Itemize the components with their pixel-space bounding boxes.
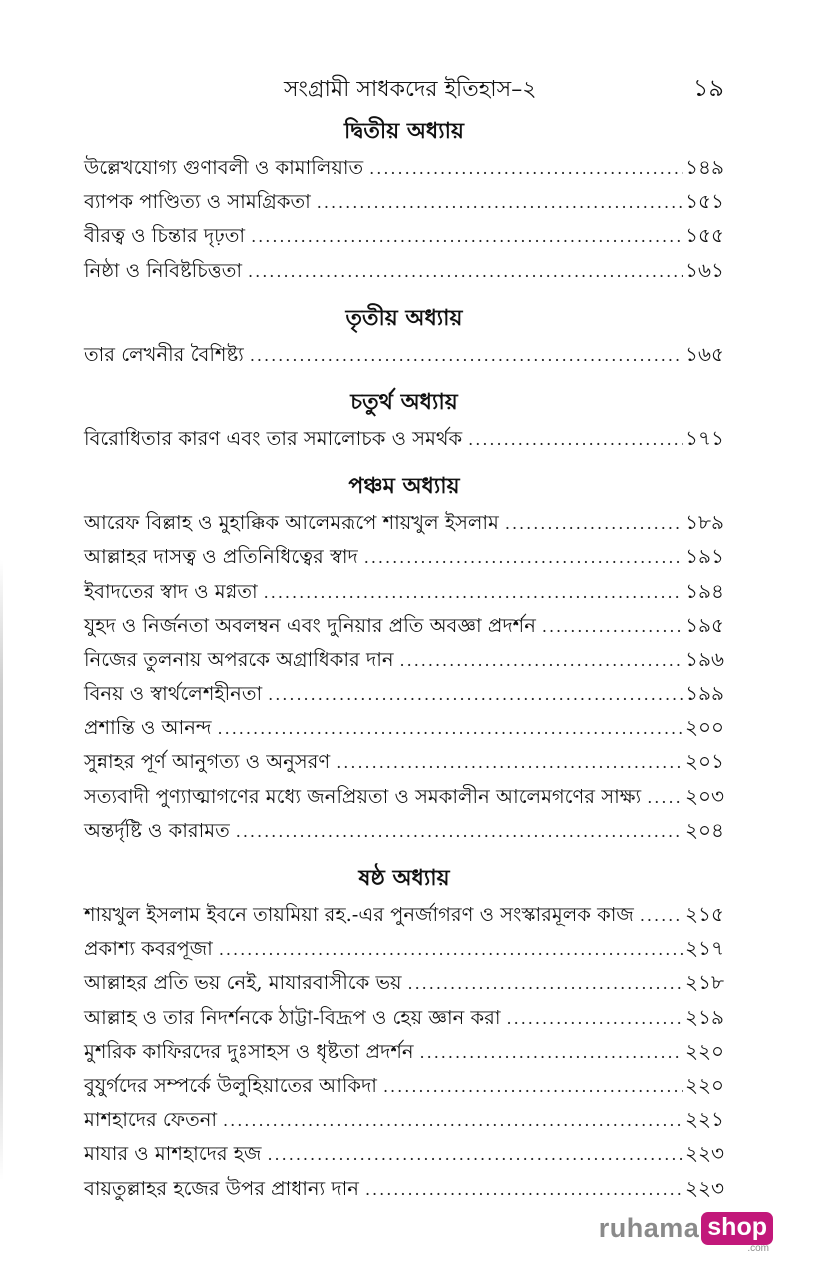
toc-entry-page-number: ১৮৯ (685, 510, 724, 535)
toc-entry[interactable] (84, 676, 724, 710)
toc-entry-page-number: ২১৮ (685, 970, 724, 995)
dot-leader (219, 933, 683, 967)
toc-entry[interactable] (84, 744, 724, 778)
toc-entry-page-number: ২২৩ (684, 1141, 724, 1166)
toc-entry[interactable] (84, 813, 724, 847)
chapter-heading: ষষ্ঠ অধ্যায় (358, 865, 450, 891)
toc-entry-page-number: ২১৭ (685, 936, 724, 961)
dot-leader (251, 220, 683, 254)
page-edge-shadow (0, 560, 3, 1180)
dot-leader (264, 576, 683, 610)
toc-entry-title: সত্যবাদী পুণ্যাত্মাগণের মধ্যে জনপ্রিয়তা ও সমকালীন আলেমগণের সাক্ষ্য (84, 784, 642, 808)
toc-entry-page-number: ২১৯ (685, 1004, 724, 1029)
toc-entry[interactable] (84, 1136, 724, 1170)
watermark-badge: shop (701, 1212, 773, 1245)
toc-entry-page-number: ২২১ (685, 1107, 724, 1132)
page-number: ১৯ (692, 74, 724, 102)
dot-leader (369, 152, 683, 186)
toc-entry-page-number: ২২০ (684, 1072, 724, 1097)
chapter-heading: চতুর্থ অধ্যায় (350, 388, 458, 415)
dot-leader (236, 815, 683, 849)
dot-leader (505, 507, 683, 541)
toc-entry-title: নিজের তুলনায় অপরকে অগ্রাধিকার দান (84, 647, 394, 671)
toc-entry-page-number: ১৫১ (685, 189, 724, 214)
toc-entry[interactable] (84, 931, 724, 965)
toc-entry[interactable] (84, 965, 724, 999)
ruhamashop-watermark (598, 1210, 773, 1254)
toc-entry-title: উল্লেখযোগ্য গুণাবলী ও কামালিয়াত (84, 156, 364, 179)
toc-entry-page-number: ১৬১ (685, 257, 724, 282)
toc-entry[interactable] (84, 574, 724, 608)
toc-entry-page-number: ২০০ (684, 715, 724, 740)
dot-leader (400, 644, 684, 678)
toc-entry-title: ইবাদতের স্বাদ ও মগ্নতা (84, 579, 258, 603)
toc-entry-title: যুহদ ও নির্জনতা অবলম্বন এবং দুনিয়ার প্রতি অবজ্ঞা প্রদর্শন (84, 613, 536, 637)
chapter-heading: দ্বিতীয় অধ্যায় (344, 118, 464, 144)
toc-entry-title: প্রশান্তি ও আনন্দ (84, 716, 212, 740)
toc-entry[interactable] (84, 1102, 724, 1136)
dot-leader (268, 678, 683, 712)
toc-entry-page-number: ১৬৫ (685, 341, 724, 366)
toc-entry-page-number: ২২৩ (684, 1175, 724, 1200)
toc-entry[interactable] (84, 1068, 724, 1102)
toc-entry[interactable] (84, 710, 724, 744)
dot-leader (468, 423, 683, 457)
toc-entry[interactable] (84, 253, 724, 287)
chapter-section (84, 112, 724, 287)
running-title: সংগ্রামী সাধকদের ইতিহাস–২ (284, 77, 537, 102)
dot-leader (218, 712, 683, 746)
toc-entry[interactable] (84, 218, 724, 252)
running-header (84, 68, 724, 108)
toc-entry-page-number: ১৯৫ (685, 612, 724, 637)
chapter-section (84, 859, 724, 1205)
dot-leader (640, 899, 683, 933)
toc-entry[interactable] (84, 1000, 724, 1034)
toc-entry-title: মাশহাদের ফেতনা (84, 1108, 218, 1132)
dot-leader (223, 1104, 683, 1138)
dot-leader (317, 186, 683, 220)
toc-entry-title: আল্লাহর প্রতি ভয় নেই, মাযারবাসীকে ভয় (84, 971, 402, 995)
toc-entry-title: সুন্নাহর পূর্ণ আনুগত্য ও অনুসরণ (84, 750, 331, 774)
toc-entry[interactable] (84, 1171, 724, 1205)
toc-entry-title: নিষ্ঠা ও নিবিষ্টচিত্ততা (84, 258, 243, 282)
toc-entry-title: আল্লাহর দাসত্ব ও প্রতিনিধিত্বের স্বাদ (84, 545, 358, 569)
toc-entry-title: বীরত্ব ও চিন্তার দৃঢ়তা (84, 224, 246, 248)
toc-entry-page-number: ২০১ (685, 749, 724, 774)
toc-entry-page-number: ১৪৯ (685, 155, 724, 179)
chapter-section (84, 383, 724, 455)
toc-entry[interactable] (84, 608, 724, 642)
toc-entry[interactable] (84, 779, 724, 813)
toc-entry-title: শায়খুল ইসলাম ইবনে তায়মিয়া রহ.-এর পুনর্জাগরণ ও সংস্কারমূলক কাজ (84, 903, 634, 926)
toc-entry-page-number: ১৯৪ (685, 578, 724, 603)
toc-entry[interactable] (84, 337, 724, 371)
watermark-brand: ruhama (598, 1212, 700, 1243)
dot-leader (507, 1002, 684, 1036)
dot-leader (647, 781, 683, 815)
toc-entry-page-number: ১৯৬ (685, 646, 724, 671)
dot-leader (542, 610, 683, 644)
toc-entry[interactable] (84, 897, 724, 931)
toc-entry-title: ব্যাপক পাণ্ডিত্য ও সামগ্রিকতা (84, 190, 311, 214)
toc-entry-title: আল্লাহ ও তার নিদর্শনকে ঠাট্টা-বিদ্রূপ ও হেয় জ্ঞান করা (84, 1005, 501, 1029)
toc-entry-title: বুযুর্গদের সম্পর্কে উলুহিয়াতের আকিদা (84, 1073, 377, 1097)
toc-entry[interactable] (84, 1034, 724, 1068)
toc-entry[interactable] (84, 505, 724, 539)
toc-entry[interactable] (84, 184, 724, 218)
dot-leader (267, 1138, 683, 1172)
toc-entry-page-number: ১৭১ (685, 425, 724, 450)
toc-entry[interactable] (84, 539, 724, 573)
toc-entry-page-number: ১৯১ (685, 544, 724, 569)
chapter-section (84, 299, 724, 371)
toc-entry-title: মাযার ও মাশহাদের হজ (84, 1142, 262, 1166)
toc-entry-title: তার লেখনীর বৈশিষ্ট্য (84, 342, 244, 366)
toc-entry-page-number: ২১৫ (685, 902, 724, 926)
dot-leader (365, 1173, 683, 1207)
chapter-heading: পঞ্চম অধ্যায় (348, 473, 460, 500)
toc-entry-page-number: ১৫৫ (685, 223, 724, 248)
dot-leader (250, 339, 683, 373)
toc-entry-title: বিরোধিতার কারণ এবং তার সমালোচক ও সমর্থক (84, 426, 463, 450)
toc-entry[interactable] (84, 421, 724, 455)
dot-leader (364, 541, 683, 575)
toc-entry-page-number: ২২০ (684, 1038, 724, 1063)
toc-entry-title: আরেফ বিল্লাহ ও মুহাক্কিক আলেমরূপে শায়খুল ইসলাম (84, 511, 499, 535)
toc-entry-page-number: ২০৩ (684, 783, 724, 808)
toc-entry[interactable] (84, 642, 724, 676)
chapter-section (84, 467, 724, 847)
dot-leader (383, 1070, 683, 1104)
toc-entry-title: অন্তর্দৃষ্টি ও কারামত (84, 818, 230, 842)
toc-entry-page-number: ১৯৯ (685, 681, 724, 706)
toc-entry[interactable] (84, 150, 724, 184)
toc-entry-title: মুশরিক কাফিরদের দুঃসাহস ও ধৃষ্টতা প্রদর্শন (84, 1039, 414, 1063)
toc-entry-title: বায়তুল্লাহর হজের উপর প্রাধান্য দান (84, 1176, 359, 1200)
dot-leader (248, 255, 683, 289)
chapter-heading: তৃতীয় অধ্যায় (345, 304, 463, 331)
dot-leader (420, 1036, 683, 1070)
dot-leader (407, 967, 683, 1001)
toc-entry-title: প্রকাশ্য কবরপূজা (84, 937, 213, 961)
toc-entry-title: বিনয় ও স্বার্থলেশহীনতা (84, 682, 263, 706)
watermark-domain: .com (747, 1243, 769, 1254)
dot-leader (336, 746, 683, 780)
toc-entry-page-number: ২০৪ (685, 817, 724, 842)
table-of-contents (84, 112, 724, 1205)
